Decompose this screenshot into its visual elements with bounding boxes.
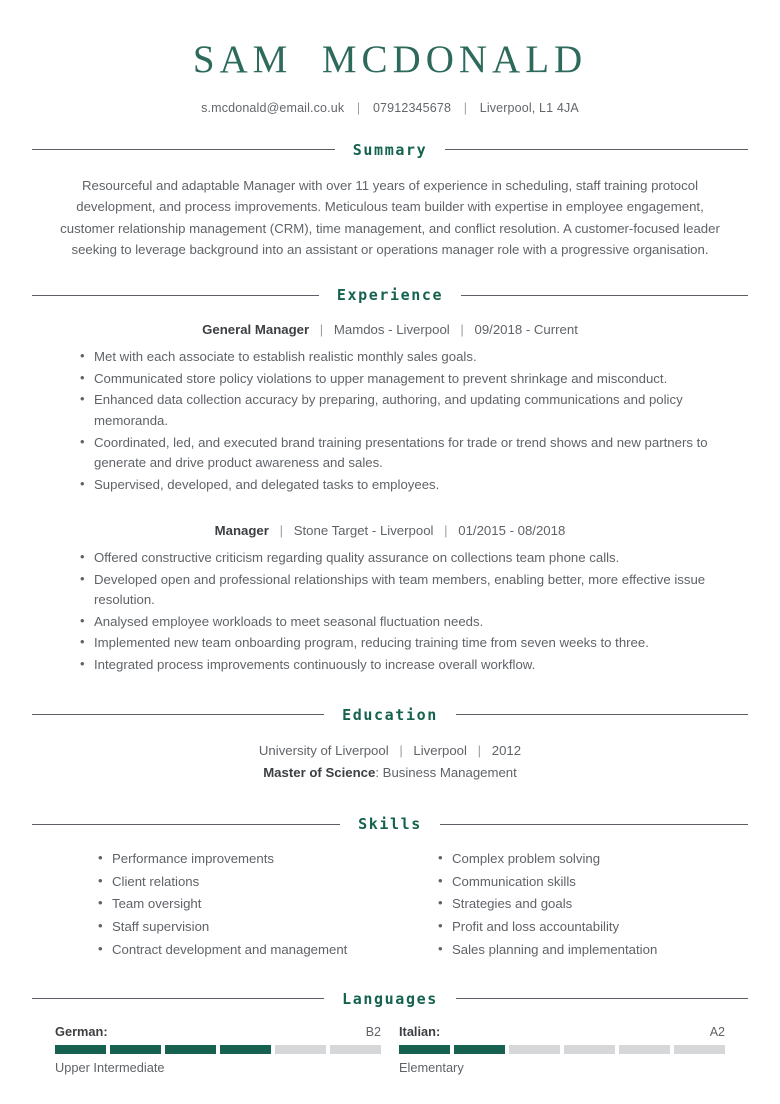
list-item: • Integrated process improvements continuously to increase overall workflow. <box>80 655 730 676</box>
section-skills <box>32 815 748 962</box>
list-item: • Met with each associate to establish realistic monthly sales goals. <box>80 347 730 368</box>
rule-right <box>456 714 748 715</box>
skills-column-left <box>50 848 390 962</box>
experience-entry <box>32 521 748 675</box>
section-title-experience: Experience <box>336 286 444 305</box>
list-item: • Performance improvements <box>98 848 390 871</box>
list-item: • Coordinated, led, and executed brand training presentations for trade or trend shows and new partners to generate and drive product awareness and sales. <box>80 433 730 474</box>
rule-right <box>456 998 748 999</box>
language-level-description: Elementary <box>399 1059 464 1075</box>
language-level-code: B2 <box>365 1024 381 1039</box>
education-entry <box>32 740 748 785</box>
summary-paragraph: Resourceful and adaptable Manager with over 11 years of experience in scheduling, staff training protocol development, and process improvements. Meticulous team builder with expertise in employee engagement, customer relationship management (CRM), time management, and conflict resolution. A customer-focused leader seeking to leverage background into an assistant or operations manager role with a progressive organisation. <box>60 177 720 257</box>
section-summary <box>32 141 748 261</box>
languages-columns <box>32 1024 748 1075</box>
language-item-italian <box>399 1024 725 1075</box>
rule-right <box>461 295 748 296</box>
language-header <box>55 1024 381 1039</box>
separator-pipe: | <box>319 322 324 338</box>
separator-pipe: | <box>477 742 482 758</box>
graduation-year: 2012 <box>491 742 522 758</box>
proficiency-segment-empty <box>275 1045 326 1054</box>
list-item: • Developed open and professional relationships with team members, enabling better, more effective issue resolution. <box>80 570 730 611</box>
list-item: • Implemented new team onboarding program, reducing training time from seven weeks to three. <box>80 633 730 654</box>
language-proficiency-bar <box>55 1045 381 1054</box>
list-item: • Complex problem solving <box>438 848 730 871</box>
skills-list <box>390 848 730 962</box>
section-title-skills: Skills <box>358 815 422 834</box>
experience-bullet-list <box>32 347 748 495</box>
language-name: German: <box>55 1023 108 1039</box>
separator-pipe: | <box>279 523 284 539</box>
experience-entry-heading <box>32 320 748 340</box>
language-level-description: Upper Intermediate <box>55 1059 165 1075</box>
institution-name: University of Liverpool <box>258 742 389 758</box>
language-name: Italian: <box>399 1023 441 1039</box>
list-item: • Sales planning and implementation <box>438 939 730 962</box>
proficiency-segment-empty <box>564 1045 615 1054</box>
language-level-code: A2 <box>709 1024 725 1039</box>
proficiency-segment-filled <box>454 1045 505 1054</box>
language-item-german <box>55 1024 381 1075</box>
list-item: • Analysed employee workloads to meet seasonal fluctuation needs. <box>80 612 730 633</box>
education-degree-line <box>32 762 748 785</box>
candidate-name: SAM MCDONALD <box>192 38 588 81</box>
experience-entry-heading <box>32 521 748 541</box>
separator-pipe: | <box>460 322 464 338</box>
rule-left <box>32 824 340 825</box>
contact-phone[interactable]: 07912345678 <box>372 100 452 115</box>
list-item: • Staff supervision <box>98 916 390 939</box>
language-proficiency-bar <box>399 1045 725 1054</box>
company-name: Mamdos - Liverpool <box>333 322 450 338</box>
contact-separator: | <box>463 100 468 115</box>
list-item: • Strategies and goals <box>438 893 730 916</box>
proficiency-segment-filled <box>220 1045 271 1054</box>
section-title-education: Education <box>342 705 438 724</box>
list-item: • Offered constructive criticism regarding quality assurance on collections team phone calls. <box>80 548 730 569</box>
skills-column-right <box>390 848 730 962</box>
degree-field: : Business Management <box>375 765 517 781</box>
section-title-summary: Summary <box>352 140 428 159</box>
employment-dates: 09/2018 - Current <box>474 322 578 338</box>
separator-pipe: | <box>444 523 448 539</box>
section-header-education <box>32 706 748 724</box>
section-header-languages <box>32 990 748 1008</box>
proficiency-segment-empty <box>619 1045 670 1054</box>
rule-left <box>32 149 335 150</box>
employment-dates: 01/2015 - 08/2018 <box>458 523 566 539</box>
proficiency-segment-empty <box>330 1045 381 1054</box>
contact-separator: | <box>356 100 361 115</box>
proficiency-segment-empty <box>674 1045 725 1054</box>
rule-left <box>32 998 324 999</box>
rule-right <box>445 149 748 150</box>
proficiency-segment-filled <box>399 1045 450 1054</box>
section-header-experience <box>32 286 748 304</box>
experience-bullet-list <box>32 548 748 676</box>
list-item: • Enhanced data collection accuracy by preparing, authoring, and updating communications and policy memoranda. <box>80 390 730 431</box>
resume-header <box>0 0 780 115</box>
proficiency-segment-empty <box>509 1045 560 1054</box>
list-item: • Communicated store policy violations to upper management to prevent shrinkage and misconduct. <box>80 369 730 390</box>
rule-left <box>32 714 324 715</box>
separator-pipe: | <box>399 742 403 758</box>
contact-email[interactable]: s.mcdonald@email.co.uk <box>201 100 345 115</box>
rule-left <box>32 295 319 296</box>
list-item: • Client relations <box>98 871 390 894</box>
list-item: • Supervised, developed, and delegated tasks to employees. <box>80 475 730 496</box>
skills-columns <box>32 848 748 962</box>
job-title: General Manager <box>202 322 310 338</box>
list-item: • Profit and loss accountability <box>438 916 730 939</box>
section-education <box>32 706 748 785</box>
list-item: • Contract development and management <box>98 939 390 962</box>
job-title: Manager <box>214 523 269 539</box>
contact-line <box>0 101 780 115</box>
skills-list <box>50 848 390 962</box>
proficiency-segment-filled <box>165 1045 216 1054</box>
company-name: Stone Target - Liverpool <box>293 523 434 539</box>
proficiency-segment-filled <box>110 1045 161 1054</box>
section-header-skills <box>32 815 748 833</box>
section-experience <box>32 286 748 675</box>
experience-entry <box>32 320 748 495</box>
list-item: • Team oversight <box>98 893 390 916</box>
language-header <box>399 1024 725 1039</box>
section-languages <box>32 990 748 1075</box>
section-title-languages: Languages <box>342 989 438 1008</box>
institution-location: Liverpool <box>413 742 467 758</box>
section-header-summary <box>32 141 748 159</box>
education-institution-line <box>32 740 748 763</box>
degree-name: Master of Science <box>263 765 376 781</box>
list-item: • Communication skills <box>438 871 730 894</box>
proficiency-segment-filled <box>55 1045 106 1054</box>
contact-location: Liverpool, L1 4JA <box>479 100 579 115</box>
rule-right <box>440 824 748 825</box>
